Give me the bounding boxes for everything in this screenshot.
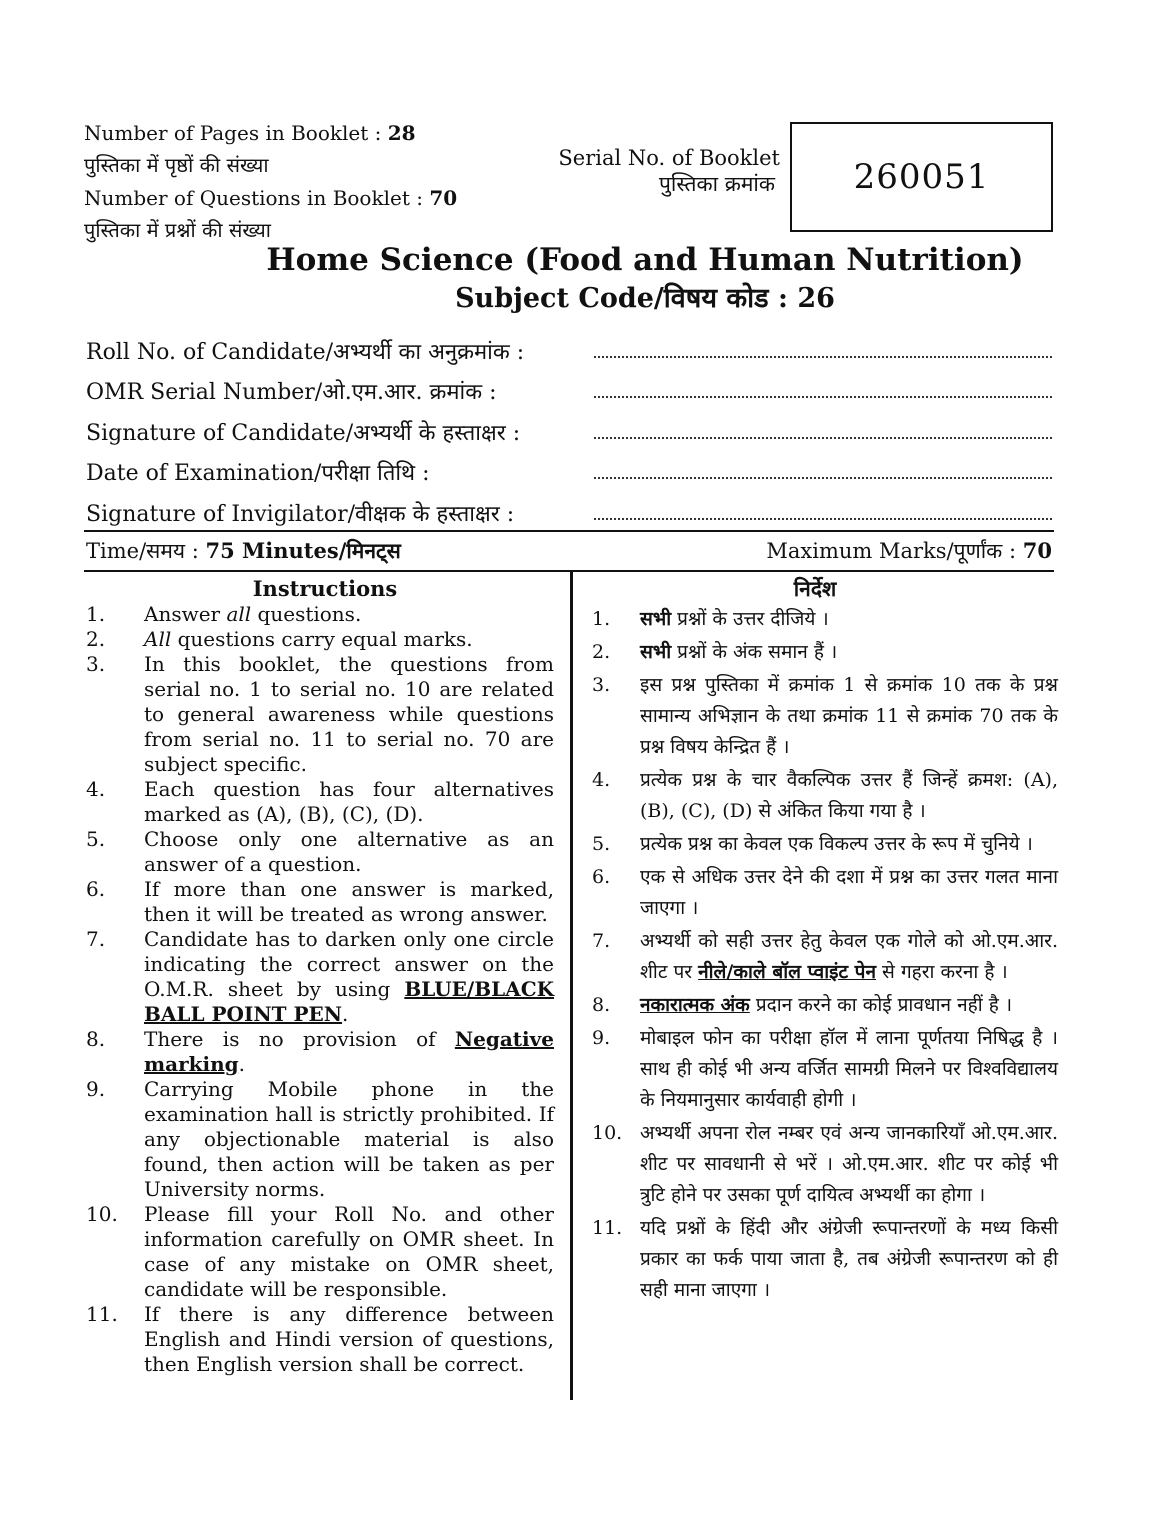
instruction-item <box>592 670 1058 763</box>
fill-line[interactable] <box>594 477 1052 479</box>
instruction-item <box>592 862 1058 924</box>
field-invigilator-signature <box>86 488 1052 528</box>
instruction-item <box>86 877 554 927</box>
instruction-item <box>592 1118 1058 1211</box>
item-number: 11. <box>86 1302 118 1326</box>
item-number: 2. <box>86 627 106 651</box>
item-number: 6. <box>86 877 106 901</box>
item-text: If there is any difference between English and Hindi version of questions, then English version shall be correct. <box>144 1302 554 1376</box>
item-text: Choose only one alternative as an answer of a question. <box>144 827 554 876</box>
instructions-hindi <box>592 576 1058 1306</box>
pages-label: Number of Pages in Booklet : <box>84 121 382 145</box>
item-text <box>144 627 554 652</box>
item-number: 3. <box>592 674 611 696</box>
instruction-item <box>592 637 1058 668</box>
text-part: प्रश्नों के अंक समान हैं । <box>671 641 838 663</box>
instruction-item <box>592 1023 1058 1116</box>
time-value: 75 Minutes/मिनट्स <box>205 538 401 563</box>
instruction-item <box>86 927 554 1027</box>
item-number: 5. <box>86 827 106 851</box>
item-text: Each question has four alternatives marked as (A), (B), (C), (D). <box>144 777 554 826</box>
instruction-item <box>592 765 1058 827</box>
fill-line[interactable] <box>594 518 1052 520</box>
time-info <box>86 537 401 565</box>
instruction-item <box>592 1213 1058 1306</box>
text-emphasis: all <box>226 602 252 626</box>
item-number: 9. <box>592 1027 611 1049</box>
item-number: 3. <box>86 652 106 676</box>
item-number: 8. <box>592 994 611 1016</box>
serial-number-box <box>790 122 1053 232</box>
item-text: यदि प्रश्नों के हिंदी और अंग्रेजी रूपान्तरणों के मध्य किसी प्रकार का फर्क पाया जाता है, तब अंग्रेजी रूपान्तरण को ही सही माना जाएगा । <box>640 1217 1058 1301</box>
instructions-heading: निर्देश <box>793 576 837 601</box>
item-text <box>640 926 1058 988</box>
field-label: Roll No. of Candidate/अभ्यर्थी का अनुक्रमांक : <box>86 340 525 365</box>
serial-number: 260051 <box>853 157 990 197</box>
item-number: 4. <box>592 769 611 791</box>
item-number: 2. <box>592 641 611 663</box>
instruction-item <box>592 990 1058 1021</box>
divider-top <box>84 530 1054 532</box>
field-roll-no <box>86 326 1052 366</box>
field-label: OMR Serial Number/ओ.एम.आर. क्रमांक : <box>86 380 497 405</box>
item-number: 5. <box>592 833 611 855</box>
text-part: Answer <box>144 602 227 626</box>
serial-hindi: पुस्तिका क्रमांक <box>658 172 775 196</box>
serial-label: Serial No. of Booklet <box>558 146 780 170</box>
questions-value: 70 <box>429 186 458 210</box>
item-text: Carrying Mobile phone in the examination hall is strictly prohibited. If any objectionable material is also found, then action will be taken as per University norms. <box>144 1077 554 1201</box>
item-text: प्रत्येक प्रश्न के चार वैकल्पिक उत्तर हैं जिन्हें क्रमश: (A), (B), (C), (D) से अंकित किया गया है । <box>640 769 1058 822</box>
field-label: Signature of Candidate/अभ्यर्थी के हस्ताक्षर : <box>86 421 521 446</box>
fill-line[interactable] <box>594 437 1052 439</box>
time-marks-row <box>86 534 1052 568</box>
text-bold: सभी <box>640 641 672 663</box>
text-underlined: नीले/काले बॉल प्वाइंट पेन <box>698 961 877 983</box>
fill-line[interactable] <box>594 356 1052 358</box>
item-number: 1. <box>592 608 611 630</box>
field-candidate-signature <box>86 407 1052 447</box>
item-number: 9. <box>86 1077 106 1101</box>
text-underlined: BLUE/BLACK BALL POINT PEN <box>144 977 554 1026</box>
text-part: . <box>342 1002 349 1026</box>
text-part: Candidate has to darken only one circle indicating the correct answer on the O.M.R. sheet by using <box>144 927 554 1001</box>
instruction-item <box>86 627 554 652</box>
item-text: If more than one answer is marked, then it will be treated as wrong answer. <box>144 877 554 926</box>
item-text: अभ्यर्थी अपना रोल नम्बर एवं अन्य जानकारियाँ ओ.एम.आर. शीट पर सावधानी से भरें । ओ.एम.आर. शीट पर कोई भी त्रुटि होने पर उसका पूर्ण दायित्व अभ्यर्थी का होगा । <box>640 1122 1058 1206</box>
instructions-heading: Instructions <box>252 576 398 601</box>
item-number: 10. <box>592 1122 623 1144</box>
item-text <box>640 990 1058 1021</box>
instruction-item <box>86 827 554 877</box>
item-text: मोबाइल फोन का परीक्षा हॉल में लाना पूर्णतया निषिद्ध है । साथ ही कोई भी अन्य वर्जित सामग्री मिलने पर विश्वविद्यालय के नियमानुसार कार्यवाही होगी । <box>640 1027 1058 1111</box>
time-label: Time/समय : <box>86 539 199 563</box>
text-part: प्रदान करने का कोई प्रावधान नहीं है । <box>749 994 1013 1016</box>
marks-value: 70 <box>1022 538 1052 563</box>
questions-hindi: पुस्तिका में प्रश्नों की संख्या <box>84 218 271 242</box>
fill-line[interactable] <box>594 396 1052 398</box>
marks-info <box>766 537 1052 565</box>
instruction-item <box>86 652 554 777</box>
text-part: questions. <box>251 602 362 626</box>
item-text <box>640 637 1058 668</box>
item-number: 1. <box>86 602 106 626</box>
item-number: 4. <box>86 777 106 801</box>
pages-hindi: पुस्तिका में पृष्ठों की संख्या <box>84 153 269 177</box>
item-number: 6. <box>592 866 611 888</box>
exam-title: Home Science (Food and Human Nutrition) <box>266 242 1024 278</box>
instruction-item <box>86 602 554 627</box>
questions-count <box>84 186 457 210</box>
item-number: 8. <box>86 1027 106 1051</box>
item-number: 10. <box>86 1202 118 1226</box>
instruction-item <box>592 926 1058 988</box>
item-text <box>144 602 554 627</box>
text-emphasis: All <box>144 627 172 651</box>
subject-code: Subject Code/विषय कोड : 26 <box>455 283 835 314</box>
item-text: प्रत्येक प्रश्न का केवल एक विकल्प उत्तर के रूप में चुनिये । <box>640 833 1033 855</box>
text-part: questions carry equal marks. <box>171 627 473 651</box>
item-text: In this booklet, the questions from serial no. 1 to serial no. 10 are related to general awareness while questions from serial no. 11 to serial no. 70 are subject specific. <box>144 652 554 776</box>
text-part: से गहरा करना है । <box>876 961 1008 983</box>
column-divider <box>570 572 573 1400</box>
text-part: There is no provision of <box>144 1027 455 1051</box>
text-part: . <box>238 1052 245 1076</box>
pages-count <box>84 121 416 145</box>
divider-bottom <box>84 570 1054 572</box>
item-text <box>144 1027 554 1077</box>
item-number: 11. <box>592 1217 623 1239</box>
item-text: इस प्रश्न पुस्तिका में क्रमांक 1 से क्रमांक 10 तक के प्रश्न सामान्य अभिज्ञान के तथा क्रमांक 11 से क्रमांक 70 तक के प्रश्न विषय केन्द्रित हैं । <box>640 674 1058 758</box>
instruction-item <box>86 1202 554 1302</box>
field-omr-serial <box>86 366 1052 406</box>
instructions-english <box>86 576 554 1377</box>
instruction-item <box>86 777 554 827</box>
text-underlined: Negative marking <box>144 1027 554 1076</box>
pages-value: 28 <box>387 121 416 145</box>
field-label: Signature of Invigilator/वीक्षक के हस्ताक्षर : <box>86 502 515 527</box>
item-number: 7. <box>86 927 106 951</box>
item-text: Please fill your Roll No. and other information carefully on OMR sheet. In case of any mistake on OMR sheet, candidate will be responsible. <box>144 1202 554 1301</box>
questions-label: Number of Questions in Booklet : <box>84 186 423 210</box>
marks-label: Maximum Marks/पूर्णांक : <box>766 539 1017 563</box>
field-exam-date <box>86 447 1052 487</box>
item-text: एक से अधिक उत्तर देने की दशा में प्रश्न का उत्तर गलत माना जाएगा । <box>640 866 1058 919</box>
field-label: Date of Examination/परीक्षा तिथि : <box>86 461 430 486</box>
instruction-item <box>86 1302 554 1377</box>
text-underlined: नकारात्मक अंक <box>640 994 750 1016</box>
text-part: प्रश्नों के उत्तर दीजिये । <box>671 608 829 630</box>
text-part: अभ्यर्थी को सही उत्तर हेतु केवल एक गोले को ओ.एम.आर. शीट पर <box>640 930 1058 983</box>
instruction-item <box>592 829 1058 860</box>
text-bold: सभी <box>640 608 672 630</box>
instruction-item <box>86 1077 554 1202</box>
item-number: 7. <box>592 930 611 952</box>
item-text <box>640 604 1058 635</box>
item-text <box>144 927 554 1027</box>
instruction-item <box>86 1027 554 1077</box>
instruction-item <box>592 604 1058 635</box>
